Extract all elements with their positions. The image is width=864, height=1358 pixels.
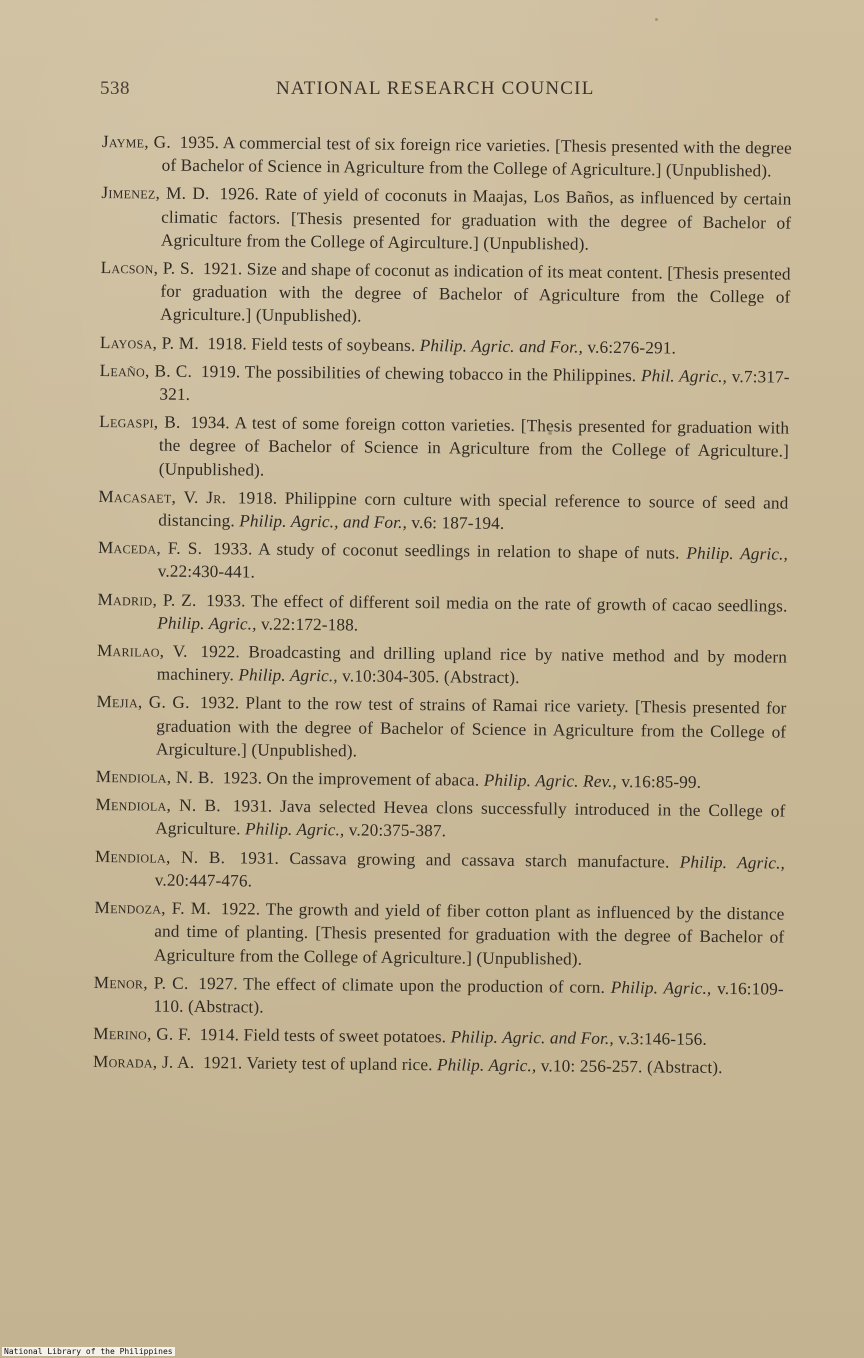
reference-entry xyxy=(99,359,789,412)
reference-year: 1914. xyxy=(199,1025,240,1045)
reference-citation: v.3:146-156. xyxy=(618,1029,707,1049)
reference-title: Java selected Hevea clons successfully introduced in the College of Agriculture. xyxy=(155,797,786,839)
reference-author: Marilao, V. xyxy=(96,641,188,661)
reference-note: (Unpublished). xyxy=(476,948,583,969)
reference-journal: Philip. Agric., xyxy=(238,665,338,686)
reference-year: 1922. xyxy=(220,899,261,919)
reference-journal: Phil. Agric., xyxy=(640,366,728,386)
reference-entry xyxy=(97,588,787,641)
reference-author: Legaspi, B. xyxy=(99,412,181,433)
library-credit: National Library of the Philippines xyxy=(4,1347,173,1356)
reference-title: Rate of yield of coconuts in Maajas, Los Baños, as influenced by certain climatic factors. [Thesis presented for graduation with the degree of Bachelor of Agriculture from the College of Agirculture.] xyxy=(160,184,792,253)
reference-title: Philippine corn culture with special reference to source of seed and distancing. xyxy=(158,488,789,531)
reference-journal: Philip. Agric., xyxy=(610,977,712,998)
reference-author: Mendiola, N. B. xyxy=(94,846,226,867)
reference-title: Plant to the row test of strains of Ramai rice variety. [Thesis presented for graduation with the degree of Bachelor of Science in Agriculture from the College of Argiculture.] xyxy=(155,693,787,760)
reference-year: 1932. xyxy=(199,693,240,713)
reference-citation: v.22:172-188. xyxy=(260,614,359,635)
reference-title: Field tests of soybeans. xyxy=(251,334,416,355)
reference-year: 1926. xyxy=(219,184,260,204)
reference-author: Menor, P. C. xyxy=(93,972,189,993)
reference-note: (Unpublished). xyxy=(255,305,362,326)
reference-note: (Unpublished). xyxy=(483,233,590,254)
reference-year: 1918. xyxy=(207,333,247,354)
reference-title: A study of coconut seedlings in relation to shape of nuts. xyxy=(258,539,680,563)
reference-year: 1921. xyxy=(202,258,243,279)
reference-author: Madrid, P. Z. xyxy=(97,589,197,610)
reference-entry xyxy=(100,256,791,332)
reference-citation: v.22:430-441. xyxy=(157,562,256,582)
page-number: 538 xyxy=(100,78,130,99)
reference-note: (Unpublished). xyxy=(665,160,772,181)
reference-entry xyxy=(94,896,785,972)
reference-citation: v.20:447-476. xyxy=(154,870,253,891)
reference-note: (Abstract). xyxy=(443,667,520,688)
reference-entry xyxy=(95,845,785,898)
reference-year: 1935. xyxy=(179,132,220,153)
reference-year: 1933. xyxy=(206,590,246,611)
reference-entry xyxy=(97,639,787,692)
reference-author: Leaño, B. C. xyxy=(99,360,193,381)
reference-note: (Unpublished). xyxy=(251,740,358,761)
reference-title: A commercial test of six foreign rice varieties. [Thesis presented with the degree of Bachelor of Science in Agriculture from the College of Agriculture.] xyxy=(161,133,792,180)
reference-journal: Philip. Agric. and For., xyxy=(450,1027,614,1049)
reference-entry xyxy=(98,485,788,538)
reference-entry xyxy=(93,1050,783,1080)
reference-title: Size and shape of coconut as indication of its meat content. [Thesis presented for graduation with the degree of Bachelor of Agriculture from the College of Agriculture.] xyxy=(160,259,791,325)
reference-author: Lacson, P. S. xyxy=(100,258,195,278)
reference-entry xyxy=(96,765,786,795)
reference-note: (Abstract). xyxy=(188,996,264,1017)
reference-journal: Philip. Agric. Rev., xyxy=(483,770,618,792)
reference-citation: v.7:317-321. xyxy=(159,366,790,404)
reference-author: Mendiola, N. B. xyxy=(95,767,215,788)
reference-title: Broadcasting and drilling upland rice by native method and by modern machinery. xyxy=(156,642,788,685)
reference-year: 1918. xyxy=(237,488,278,508)
reference-citation: v.6: 187-194. xyxy=(411,513,505,533)
reference-title: A test of some foreign cotton varieties. [Thesis presented for graduation with the degree of Bachelor of Science in Agriculture from the College of Agriculture.] xyxy=(158,413,790,462)
reference-entry xyxy=(95,793,785,846)
reference-title: The effect of climate upon the production of corn. xyxy=(243,974,606,997)
reference-author: Maceda, F. S. xyxy=(97,538,203,559)
reference-author: Merino, G. F. xyxy=(93,1024,192,1045)
reference-year: 1927. xyxy=(198,973,238,994)
reference-citation: v.16:109-110. xyxy=(153,978,784,1016)
reference-title: The growth and yield of fiber cotton plant as influenced by the distance and time of planting. [Thesis presented for graduation with the degree of Bachelor of Agriculture from the College of Agriculture.] xyxy=(153,899,785,968)
reference-journal: Philip. Agric. and For., xyxy=(419,335,584,357)
reference-author: Mendiola, N. B. xyxy=(95,795,221,816)
reference-author: Mendoza, F. M. xyxy=(94,898,212,919)
reference-note: (Unpublished). xyxy=(158,459,265,480)
reference-journal: Philip. Agric., and For., xyxy=(239,511,408,532)
reference-entry xyxy=(93,971,783,1024)
page-header xyxy=(100,78,640,106)
reference-year: 1931. xyxy=(232,796,273,816)
reference-citation: v.10:304-305. xyxy=(342,666,440,687)
reference-author: Layosa, P. M. xyxy=(99,332,200,353)
reference-entry xyxy=(99,410,790,486)
reference-year: 1919. xyxy=(200,361,241,382)
running-head: NATIONAL RESEARCH COUNCIL xyxy=(276,78,595,99)
reference-author: Morada, J. A. xyxy=(92,1052,195,1073)
reference-journal: Philip. Agric., xyxy=(244,819,345,840)
reference-year: 1933. xyxy=(212,539,253,559)
reference-entry xyxy=(100,331,790,361)
reference-entry xyxy=(98,536,788,589)
reference-year: 1931. xyxy=(239,848,280,868)
reference-journal: Philip. Agric., xyxy=(157,613,257,634)
reference-year: 1934. xyxy=(190,413,230,433)
reference-title: The effect of different soil media on the rate of growth of cacao seedlings. xyxy=(250,591,788,616)
reference-title: Field tests of sweet potatoes. xyxy=(243,1025,447,1047)
reference-entry xyxy=(101,181,792,257)
reference-entry xyxy=(93,1022,783,1052)
reference-year: 1921. xyxy=(202,1053,243,1073)
reference-note: (Abstract). xyxy=(646,1057,723,1078)
reference-journal: Philip. Agric., xyxy=(686,543,789,564)
reference-author: Macasaet, V. Jr. xyxy=(98,486,227,508)
reference-entry xyxy=(96,690,787,766)
reference-author: Mejia, G. G. xyxy=(96,692,190,713)
reference-citation: v.20:375-387. xyxy=(348,820,447,841)
reference-year: 1922. xyxy=(200,642,240,662)
reference-author: Jimenez, M. D. xyxy=(101,183,210,204)
reference-list xyxy=(93,130,792,1085)
reference-title: The possibilities of chewing tobacco in the Philippines. xyxy=(244,362,637,385)
reference-journal: Philip. Agric., xyxy=(436,1055,537,1076)
reference-citation: v.16:85-99. xyxy=(621,772,702,792)
reference-entry xyxy=(102,130,792,183)
reference-title: On the improvement of abaca. xyxy=(266,768,480,790)
reference-citation: v.6:276-291. xyxy=(587,337,677,358)
reference-citation: v.10: 256-257. xyxy=(540,1056,643,1077)
reference-author: Jayme, G. xyxy=(101,131,172,152)
reference-title: Variety test of upland rice. xyxy=(246,1053,433,1075)
reference-title: Cassava growing and cassava starch manufacture. xyxy=(289,848,670,872)
paper-speck xyxy=(655,18,658,21)
reference-year: 1923. xyxy=(222,768,263,788)
reference-journal: Philip. Agric., xyxy=(679,852,786,873)
